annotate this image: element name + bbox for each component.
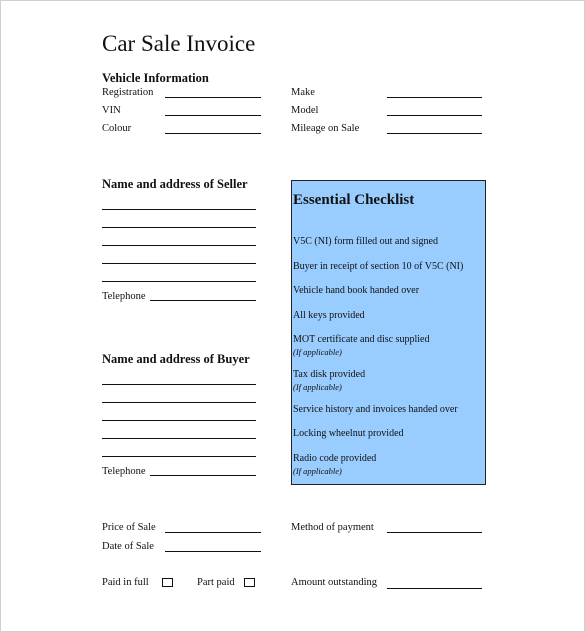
colour-field[interactable] — [165, 133, 261, 134]
buyer-telephone-label: Telephone — [102, 466, 146, 477]
buyer-address-line[interactable] — [102, 402, 256, 403]
price-of-sale-label: Price of Sale — [102, 522, 156, 533]
checklist-item: Locking wheelnut provided — [293, 428, 404, 439]
checklist-item: Service history and invoices handed over — [293, 404, 458, 415]
checklist-item: Buyer in receipt of section 10 of V5C (NI) — [293, 261, 464, 272]
buyer-heading: Name and address of Buyer — [102, 352, 250, 366]
paid-in-full-checkbox[interactable] — [162, 578, 173, 587]
seller-address-line[interactable] — [102, 227, 256, 228]
amount-outstanding-label: Amount outstanding — [291, 577, 378, 588]
payment-method-label: Method of payment — [291, 522, 374, 533]
seller-address-line[interactable] — [102, 209, 256, 210]
buyer-address-line[interactable] — [102, 384, 256, 385]
checklist-item: Vehicle hand book handed over — [293, 285, 420, 296]
amount-outstanding-field[interactable] — [387, 588, 482, 589]
registration-label: Registration — [102, 87, 154, 98]
seller-address-line[interactable] — [102, 245, 256, 246]
checklist-item: All keys provided — [293, 310, 365, 321]
checklist-item-note: (If applicable) — [293, 347, 342, 357]
vin-label: VIN — [102, 105, 121, 116]
checklist-item: Tax disk provided — [293, 369, 366, 380]
checklist-item: V5C (NI) form filled out and signed — [293, 236, 438, 247]
checklist-item-note: (If applicable) — [293, 466, 342, 476]
checklist-item: Radio code provided — [293, 453, 377, 464]
part-paid-checkbox[interactable] — [244, 578, 255, 587]
buyer-address-line[interactable] — [102, 456, 256, 457]
model-field[interactable] — [387, 115, 482, 116]
mileage-field[interactable] — [387, 133, 482, 134]
seller-telephone-field[interactable] — [150, 300, 256, 301]
model-label: Model — [291, 105, 319, 116]
checklist-title: Essential Checklist — [293, 192, 415, 208]
checklist-item-note: (If applicable) — [293, 382, 342, 392]
page-title: Car Sale Invoice — [102, 31, 256, 56]
payment-method-field[interactable] — [387, 532, 482, 533]
colour-label: Colour — [102, 123, 132, 134]
seller-telephone-label: Telephone — [102, 291, 146, 302]
seller-address-line[interactable] — [102, 263, 256, 264]
buyer-telephone-field[interactable] — [150, 475, 256, 476]
make-label: Make — [291, 87, 315, 98]
vehicle-info-heading: Vehicle Information — [102, 71, 209, 85]
mileage-label: Mileage on Sale — [291, 123, 360, 134]
price-of-sale-field[interactable] — [165, 532, 261, 533]
checklist-item: MOT certificate and disc supplied — [293, 334, 430, 345]
buyer-address-line[interactable] — [102, 438, 256, 439]
paid-in-full-label: Paid in full — [102, 577, 149, 588]
seller-heading: Name and address of Seller — [102, 177, 248, 191]
date-of-sale-label: Date of Sale — [102, 541, 154, 552]
vin-field[interactable] — [165, 115, 261, 116]
registration-field[interactable] — [165, 97, 261, 98]
buyer-address-line[interactable] — [102, 420, 256, 421]
date-of-sale-field[interactable] — [165, 551, 261, 552]
essential-checklist-box — [291, 180, 486, 485]
seller-address-line[interactable] — [102, 281, 256, 282]
make-field[interactable] — [387, 97, 482, 98]
part-paid-label: Part paid — [197, 577, 235, 588]
